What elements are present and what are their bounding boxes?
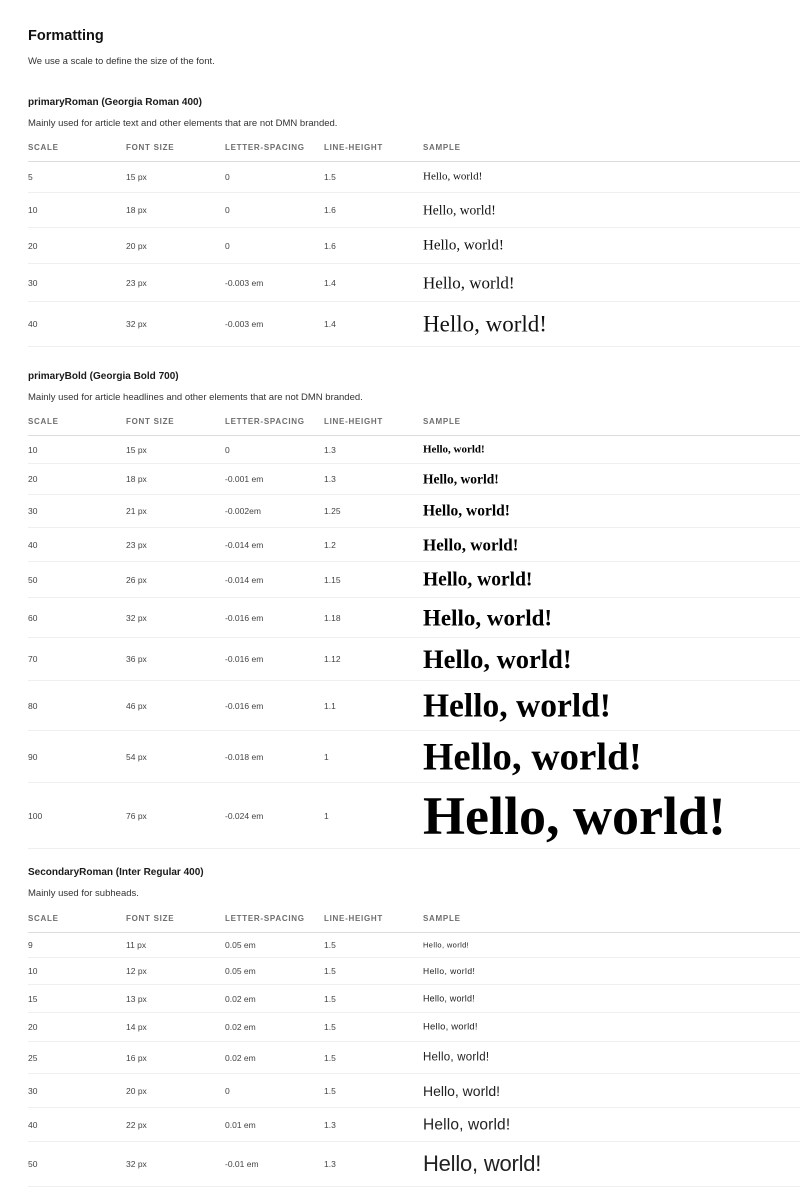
table-row: [28, 1142, 800, 1187]
cell-scale: 40: [28, 539, 38, 550]
cell-font-size: 18 px: [126, 205, 147, 215]
section-description: Mainly used for article headlines and other elements that are not DMN branded.: [28, 392, 363, 403]
cell-sample: Hello, world!: [423, 1151, 542, 1176]
table-row: [28, 598, 800, 638]
column-header-sample: SAMPLE: [423, 417, 461, 426]
cell-scale: 20: [28, 474, 38, 484]
cell-font-size: 76 px: [126, 810, 147, 821]
cell-font-size: 26 px: [126, 574, 147, 585]
cell-font-size: 11 px: [126, 940, 147, 950]
cell-line-height: 1: [324, 751, 329, 762]
table-row: [28, 681, 800, 731]
cell-scale: 30: [28, 1085, 38, 1096]
cell-letter-spacing: 0.01 em: [225, 1119, 256, 1130]
cell-font-size: 54 px: [126, 751, 147, 762]
column-header-letter-spacing: LETTER-SPACING: [225, 417, 305, 426]
cell-sample: Hello, world!: [423, 993, 475, 1003]
cell-sample: Hello, world!: [423, 568, 533, 590]
cell-line-height: 1.5: [324, 940, 336, 950]
cell-sample: Hello, world!: [423, 1050, 490, 1063]
cell-scale: 80: [28, 700, 38, 711]
section-heading: primaryRoman (Georgia Roman 400): [28, 97, 202, 108]
cell-letter-spacing: 0.02 em: [225, 1052, 256, 1063]
cell-scale: 50: [28, 1159, 38, 1169]
cell-line-height: 1.5: [324, 1052, 336, 1063]
cell-line-height: 1.5: [324, 1085, 336, 1096]
cell-scale: 10: [28, 205, 38, 215]
cell-font-size: 12 px: [126, 966, 147, 976]
table-row: [28, 528, 800, 562]
cell-line-height: 1.4: [324, 319, 336, 329]
column-header-sample: SAMPLE: [423, 143, 461, 152]
table-row: [28, 1042, 800, 1074]
cell-scale: 5: [28, 172, 33, 182]
cell-sample: Hello, world!: [423, 471, 499, 487]
column-header-font-size: FONT SIZE: [126, 417, 175, 426]
cell-font-size: 32 px: [126, 612, 147, 623]
cell-sample: Hello, world!: [423, 965, 476, 976]
cell-letter-spacing: 0.05 em: [225, 940, 256, 950]
table-row: [28, 985, 800, 1013]
column-header-font-size: FONT SIZE: [126, 914, 175, 923]
cell-letter-spacing: -0.024 em: [225, 810, 264, 821]
cell-line-height: 1.6: [324, 205, 336, 215]
type-scale-table: [28, 137, 800, 347]
cell-font-size: 20 px: [126, 1085, 147, 1096]
cell-scale: 15: [28, 993, 38, 1004]
cell-font-size: 13 px: [126, 993, 147, 1004]
column-header-scale: SCALE: [28, 914, 59, 923]
cell-line-height: 1.3: [324, 1159, 336, 1169]
cell-letter-spacing: 0: [225, 172, 230, 182]
section-description: Mainly used for article text and other elements that are not DMN branded.: [28, 118, 338, 129]
cell-letter-spacing: -0.001 em: [225, 474, 264, 484]
cell-scale: 60: [28, 612, 38, 623]
cell-line-height: 1.3: [324, 1119, 336, 1130]
cell-line-height: 1.4: [324, 277, 336, 288]
cell-line-height: 1.3: [324, 474, 336, 484]
cell-letter-spacing: -0.014 em: [225, 539, 264, 550]
cell-letter-spacing: 0: [225, 240, 230, 251]
cell-sample: Hello, world!: [423, 605, 553, 630]
cell-sample: Hello, world!: [423, 1115, 511, 1133]
cell-letter-spacing: -0.016 em: [225, 612, 264, 623]
cell-sample: Hello, world!: [423, 643, 572, 674]
type-scale-table: [28, 908, 800, 1187]
table-row: [28, 1108, 800, 1142]
table-header: [28, 908, 800, 933]
cell-line-height: 1.5: [324, 1022, 336, 1032]
cell-line-height: 1: [324, 810, 329, 821]
cell-line-height: 1.6: [324, 240, 336, 251]
type-scale-table: [28, 411, 800, 849]
cell-sample: Hello, world!: [423, 311, 547, 337]
page-subtitle: We use a scale to define the size of the font.: [28, 56, 215, 67]
cell-line-height: 1.1: [324, 700, 336, 711]
cell-letter-spacing: -0.016 em: [225, 654, 264, 664]
cell-letter-spacing: -0.003 em: [225, 319, 264, 329]
cell-scale: 100: [28, 810, 43, 821]
cell-scale: 20: [28, 240, 38, 251]
table-row: [28, 436, 800, 464]
table-row: [28, 783, 800, 849]
cell-sample: Hello, world!: [423, 237, 504, 253]
table-row: [28, 162, 800, 193]
cell-scale: 30: [28, 506, 38, 516]
cell-sample: Hello, world!: [423, 443, 485, 455]
column-header-sample: SAMPLE: [423, 914, 461, 923]
cell-font-size: 20 px: [126, 240, 147, 251]
table-row: [28, 933, 800, 958]
cell-line-height: 1.2: [324, 539, 336, 550]
cell-scale: 90: [28, 751, 38, 762]
cell-sample: Hello, world!: [423, 1082, 501, 1099]
cell-letter-spacing: -0.002em: [225, 506, 261, 516]
table-row: [28, 264, 800, 302]
cell-letter-spacing: -0.018 em: [225, 751, 264, 762]
section-description: Mainly used for subheads.: [28, 888, 139, 899]
cell-letter-spacing: 0.02 em: [225, 1022, 256, 1032]
cell-letter-spacing: -0.01 em: [225, 1159, 259, 1169]
cell-letter-spacing: -0.003 em: [225, 277, 264, 288]
cell-font-size: 22 px: [126, 1119, 147, 1130]
table-row: [28, 731, 800, 783]
cell-font-size: 23 px: [126, 539, 147, 550]
cell-sample: Hello, world!: [423, 535, 519, 554]
cell-font-size: 32 px: [126, 319, 147, 329]
cell-line-height: 1.12: [324, 654, 341, 664]
cell-sample: Hello, world!: [423, 785, 726, 846]
cell-scale: 50: [28, 574, 38, 585]
cell-sample: Hello, world!: [423, 940, 470, 950]
cell-line-height: 1.5: [324, 966, 336, 976]
table-row: [28, 958, 800, 985]
cell-line-height: 1.3: [324, 444, 336, 455]
column-header-letter-spacing: LETTER-SPACING: [225, 143, 305, 152]
cell-sample: Hello, world!: [423, 686, 611, 724]
table-row: [28, 302, 800, 347]
cell-font-size: 14 px: [126, 1022, 147, 1032]
cell-scale: 40: [28, 1119, 38, 1130]
cell-font-size: 23 px: [126, 277, 147, 288]
cell-sample: Hello, world!: [423, 502, 510, 520]
table-row: [28, 1013, 800, 1042]
cell-letter-spacing: 0: [225, 1085, 230, 1096]
table-row: [28, 495, 800, 528]
cell-letter-spacing: 0: [225, 444, 230, 455]
cell-letter-spacing: 0.05 em: [225, 966, 256, 976]
cell-letter-spacing: 0.02 em: [225, 993, 256, 1004]
cell-font-size: 18 px: [126, 474, 147, 484]
cell-line-height: 1.18: [324, 612, 341, 623]
column-header-scale: SCALE: [28, 417, 59, 426]
cell-font-size: 15 px: [126, 444, 147, 455]
cell-sample: Hello, world!: [423, 735, 642, 778]
cell-font-size: 21 px: [126, 506, 147, 516]
cell-sample: Hello, world!: [423, 1021, 478, 1033]
table-row: [28, 562, 800, 598]
column-header-line-height: LINE-HEIGHT: [324, 914, 384, 923]
cell-scale: 20: [28, 1022, 38, 1032]
cell-line-height: 1.25: [324, 506, 341, 516]
table-row: [28, 228, 800, 264]
column-header-line-height: LINE-HEIGHT: [324, 417, 384, 426]
cell-scale: 9: [28, 940, 33, 950]
page-title: Formatting: [28, 28, 104, 44]
cell-scale: 40: [28, 319, 38, 329]
table-header: [28, 411, 800, 436]
cell-line-height: 1.5: [324, 172, 336, 182]
cell-line-height: 1.15: [324, 574, 341, 585]
cell-font-size: 16 px: [126, 1052, 147, 1063]
cell-scale: 30: [28, 277, 38, 288]
column-header-letter-spacing: LETTER-SPACING: [225, 914, 305, 923]
cell-font-size: 15 px: [126, 172, 147, 182]
table-row: [28, 464, 800, 495]
cell-line-height: 1.5: [324, 993, 336, 1004]
section-heading: SecondaryRoman (Inter Regular 400): [28, 867, 204, 878]
cell-scale: 70: [28, 654, 38, 664]
table-row: [28, 193, 800, 228]
table-row: [28, 1074, 800, 1108]
cell-sample: Hello, world!: [423, 202, 496, 218]
cell-font-size: 32 px: [126, 1159, 147, 1169]
cell-letter-spacing: -0.014 em: [225, 574, 264, 585]
column-header-scale: SCALE: [28, 143, 59, 152]
cell-scale: 10: [28, 966, 38, 976]
cell-sample: Hello, world!: [423, 170, 483, 183]
cell-letter-spacing: -0.016 em: [225, 700, 264, 711]
cell-sample: Hello, world!: [423, 273, 515, 292]
section-heading: primaryBold (Georgia Bold 700): [28, 371, 179, 382]
table-row: [28, 638, 800, 681]
cell-font-size: 36 px: [126, 654, 147, 664]
cell-scale: 10: [28, 444, 38, 455]
table-header: [28, 137, 800, 162]
column-header-line-height: LINE-HEIGHT: [324, 143, 384, 152]
cell-font-size: 46 px: [126, 700, 147, 711]
cell-letter-spacing: 0: [225, 205, 230, 215]
cell-scale: 25: [28, 1052, 38, 1063]
column-header-font-size: FONT SIZE: [126, 143, 175, 152]
